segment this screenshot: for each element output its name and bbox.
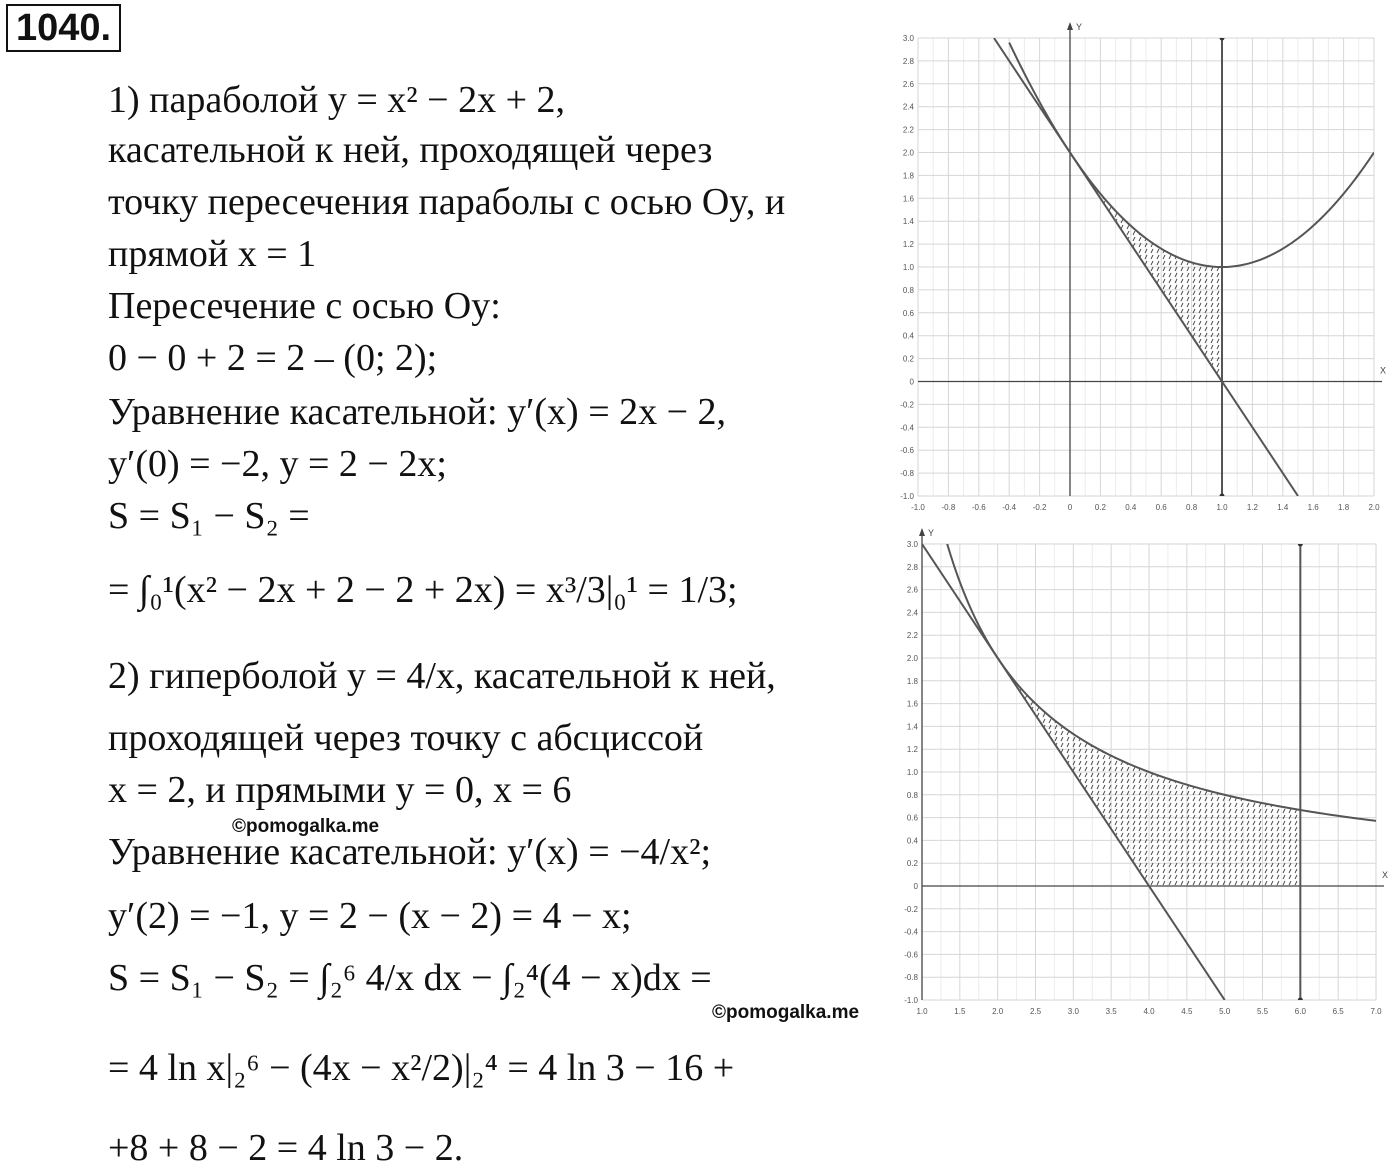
y-tick-label: 0.8 xyxy=(906,790,918,800)
y-tick-label: 0.2 xyxy=(906,859,918,869)
y-axis-arrow xyxy=(1067,22,1073,30)
x-tick-label: 4.5 xyxy=(1181,1007,1193,1016)
y-tick-label: 0.2 xyxy=(902,354,914,364)
x-tick-label: 2.5 xyxy=(1029,1007,1042,1016)
line-endpoint xyxy=(1298,542,1303,547)
x-tick-label: 6.5 xyxy=(1332,1007,1344,1016)
text-line: y′(0) = −2, y = 2 − 2x; xyxy=(108,443,447,485)
line-endpoint xyxy=(1220,36,1225,41)
line-endpoint xyxy=(1298,998,1303,1003)
y-tick-label: -0.4 xyxy=(900,423,914,433)
y-tick-label: 1.2 xyxy=(906,745,918,755)
x-tick-label: 3.0 xyxy=(1067,1007,1079,1016)
x-tick-label: 5.0 xyxy=(1219,1007,1231,1016)
y-tick-label: 1.8 xyxy=(902,171,914,181)
y-tick-label: 1.6 xyxy=(906,699,918,709)
x-tick-label: -0.6 xyxy=(971,503,986,512)
x-tick-label: 4.0 xyxy=(1143,1007,1155,1016)
text-line: 0 − 0 + 2 = 2 – (0; 2); xyxy=(108,337,438,379)
y-tick-label: 0.4 xyxy=(902,331,914,341)
x-tick-label: 1.2 xyxy=(1246,503,1258,512)
x-tick-label: 0.8 xyxy=(1186,503,1198,512)
y-tick-label: 1.8 xyxy=(906,676,918,686)
x-tick-label: -0.8 xyxy=(941,503,956,512)
text-line: = ∫₀¹(x² − 2x + 2 − 2 + 2x) = x³/3|₀¹ = 1/3; xyxy=(108,569,738,611)
text-line: Пересечение с осью Oy: xyxy=(108,285,501,327)
y-tick-label: 1.4 xyxy=(902,217,914,227)
x-tick-label: 1.4 xyxy=(1277,503,1289,512)
text-line: прямой x = 1 xyxy=(108,233,317,275)
y-tick-label: 0.4 xyxy=(906,836,918,846)
y-tick-label: -1.0 xyxy=(904,996,918,1005)
y-tick-label: 0 xyxy=(913,882,918,891)
text-line: 1) параболой y = x² − 2x + 2, xyxy=(108,79,566,121)
y-tick-label: -0.8 xyxy=(904,973,918,983)
text-line: = 4 ln x|₂⁶ − (4x − x²/2)|₂⁴ = 4 ln 3 − 16 + xyxy=(108,1047,735,1089)
x-tick-label: -1.0 xyxy=(911,503,925,512)
y-tick-label: 0 xyxy=(909,377,914,387)
watermark: ©pomogalka.me xyxy=(232,816,380,837)
x-tick-label: 1.6 xyxy=(1307,503,1319,512)
y-tick-label: 2.2 xyxy=(906,631,918,641)
x-tick-label: 1.0 xyxy=(916,1007,928,1016)
text-line: x = 2, и прямыми y = 0, x = 6 xyxy=(108,769,572,811)
text-line: точку пересечения параболы с осью Oy, и xyxy=(108,181,786,223)
x-tick-label: 1.5 xyxy=(954,1007,966,1016)
y-axis-label: Y xyxy=(928,528,935,538)
y-tick-label: 1.0 xyxy=(906,768,918,777)
text-line: S = S₁ − S₂ = ∫₂⁶ 4/x dx − ∫₂⁴(4 − x)dx = xyxy=(108,957,712,999)
y-tick-label: -0.2 xyxy=(904,904,918,914)
y-tick-label: 2.8 xyxy=(906,562,918,572)
y-tick-label: 0.8 xyxy=(902,285,914,295)
x-tick-label: 5.5 xyxy=(1256,1007,1269,1016)
x-axis-label: X xyxy=(1380,365,1387,376)
x-tick-label: 1.8 xyxy=(1338,503,1350,512)
y-tick-label: 2.6 xyxy=(906,585,918,595)
y-tick-label: 1.4 xyxy=(906,722,918,732)
x-tick-label: 2.0 xyxy=(1368,503,1380,512)
y-tick-label: 3.0 xyxy=(906,540,918,549)
x-tick-label: 0.4 xyxy=(1125,503,1137,512)
y-tick-label: -0.2 xyxy=(900,400,914,410)
y-tick-label: 0.6 xyxy=(906,813,918,823)
x-tick-label: -0.4 xyxy=(1002,503,1017,512)
parabola-tangent-graph xyxy=(880,14,1396,520)
x-axis-label: X xyxy=(1382,870,1389,880)
y-tick-label: 2.0 xyxy=(902,148,914,158)
x-tick-label: 1.0 xyxy=(1216,503,1228,512)
y-axis-label: Y xyxy=(1076,22,1083,32)
y-tick-label: 0.6 xyxy=(902,308,914,318)
x-tick-label: 0.2 xyxy=(1094,503,1106,512)
text-line: Уравнение касательной: y′(x) = −4/x²; xyxy=(108,831,712,873)
x-tick-label: 7.0 xyxy=(1370,1007,1382,1016)
y-axis-arrow xyxy=(919,528,925,536)
y-tick-label: -0.6 xyxy=(900,446,914,456)
x-tick-label: 0.6 xyxy=(1155,503,1167,512)
watermark: ©pomogalka.me xyxy=(712,1002,860,1023)
y-tick-label: 2.6 xyxy=(902,79,914,89)
text-line: S = S₁ − S₂ = xyxy=(108,495,310,537)
text-line: 2) гиперболой y = 4/x, касательной к ней, xyxy=(108,655,776,697)
y-tick-label: -1.0 xyxy=(900,492,914,501)
text-line: проходящей через точку с абсциссой xyxy=(108,717,704,759)
x-tick-label: 3.5 xyxy=(1105,1007,1117,1016)
hyperbola-tangent-graph xyxy=(880,520,1396,1020)
text-line: касательной к ней, проходящей через xyxy=(108,129,713,171)
text-line: +8 + 8 − 2 = 4 ln 3 − 2. xyxy=(108,1127,464,1169)
text-line: Уравнение касательной: y′(x) = 2x − 2, xyxy=(108,391,727,433)
x-tick-label: 2.0 xyxy=(992,1007,1004,1016)
y-tick-label: -0.6 xyxy=(904,950,918,960)
y-tick-label: 1.6 xyxy=(902,194,914,204)
x-tick-label: 6.0 xyxy=(1294,1007,1306,1016)
x-tick-label: -0.2 xyxy=(1032,503,1047,512)
y-tick-label: 2.0 xyxy=(906,654,918,663)
text-line: y′(2) = −1, y = 2 − (x − 2) = 4 − x; xyxy=(108,895,632,937)
y-tick-label: 1.2 xyxy=(902,240,914,250)
y-tick-label: 2.4 xyxy=(902,102,914,112)
problem-number: 1040. xyxy=(6,4,121,52)
x-tick-label: 0 xyxy=(1067,503,1073,512)
y-tick-label: 3.0 xyxy=(902,34,914,43)
y-tick-label: 1.0 xyxy=(902,263,914,272)
line-endpoint xyxy=(1220,494,1225,499)
y-tick-label: 2.4 xyxy=(906,608,918,618)
y-tick-label: 2.2 xyxy=(902,125,914,135)
y-tick-label: 2.8 xyxy=(902,56,914,66)
y-tick-label: -0.8 xyxy=(900,469,914,479)
y-tick-label: -0.4 xyxy=(904,927,918,937)
